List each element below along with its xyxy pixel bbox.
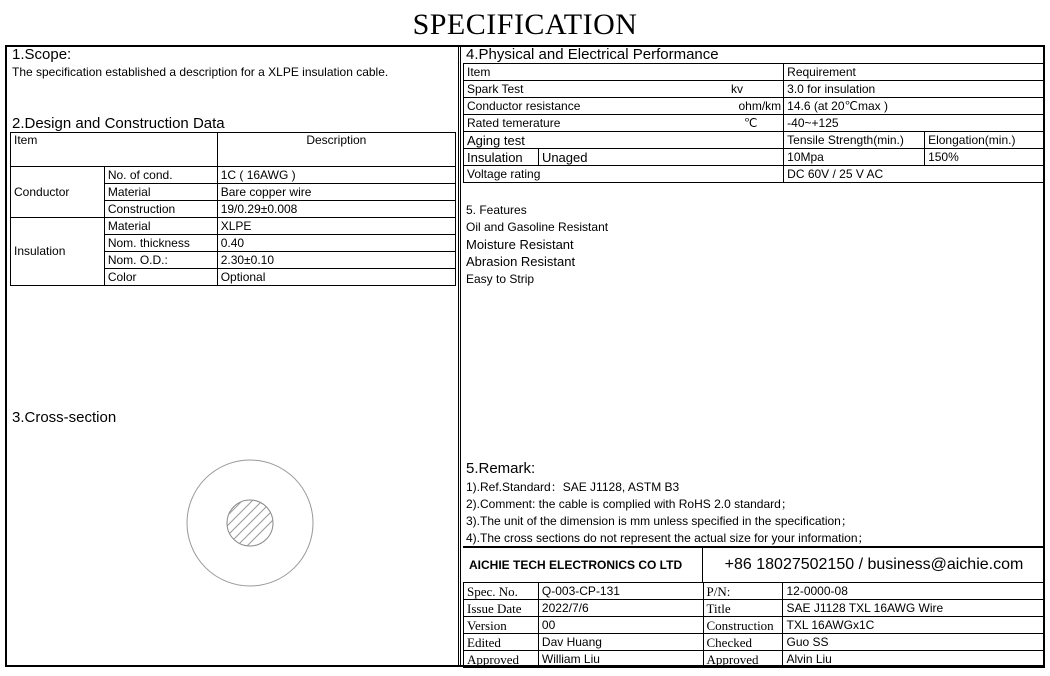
design-col-item: Item	[11, 133, 218, 167]
company-name: AICHIE TECH ELECTRONICS CO LTD	[463, 548, 703, 582]
voltage-label: Voltage rating	[464, 166, 784, 183]
resistance-requirement: 14.6 (at 20℃max )	[784, 98, 1045, 115]
design-row-label: Construction	[104, 201, 217, 218]
part-number-label: P/N:	[703, 583, 783, 600]
design-row-label: Color	[104, 269, 217, 286]
resistance-label: Conductor resistance	[467, 98, 581, 113]
company-row	[463, 548, 1045, 583]
temperature-requirement: -40~+125	[784, 115, 1045, 132]
approved-label: Approved	[464, 651, 539, 668]
design-row-label: Material	[104, 184, 217, 201]
issue-date-label: Issue Date	[464, 600, 539, 617]
conductor-group: Conductor	[11, 167, 105, 218]
part-number-value: 12-0000-08	[783, 583, 1045, 600]
aging-label: Aging test	[464, 132, 784, 149]
spec-no-value: Q-003-CP-131	[538, 583, 703, 600]
edited-label: Edited	[464, 634, 539, 651]
edited-value: Dav Huang	[538, 634, 703, 651]
column-divider	[458, 45, 461, 667]
issue-date-value: 2022/7/6	[538, 600, 703, 617]
design-row-label: Nom. O.D.:	[104, 252, 217, 269]
scope-text: The specification established a description for a XLPE insulation cable.	[12, 65, 389, 79]
checked-value: Guo SS	[783, 634, 1045, 651]
feature-item: Easy to Strip	[466, 272, 535, 286]
title-label: Title	[703, 600, 783, 617]
cross-section-heading: 3.Cross-section	[12, 409, 117, 426]
design-row-label: Material	[104, 218, 217, 235]
design-row-label: Nom. thickness	[104, 235, 217, 252]
design-row-label: No. of cond.	[104, 167, 217, 184]
title-value: SAE J1128 TXL 16AWG Wire	[783, 600, 1045, 617]
perf-col-item: Item	[464, 64, 784, 81]
design-table	[10, 132, 456, 286]
remark-item: 3).The unit of the dimension is mm unless specified in the specification；	[466, 514, 853, 528]
performance-heading: 4.Physical and Electrical Performance	[466, 46, 719, 63]
insulation-group: Insulation	[11, 218, 105, 286]
approved-label-2: Approved	[703, 651, 783, 668]
company-contact: +86 18027502150 / business@aichie.com	[724, 556, 1024, 573]
version-value: 00	[538, 617, 703, 634]
scope-heading: 1.Scope:	[12, 46, 72, 63]
construction-value: TXL 16AWGx1C	[783, 617, 1045, 634]
design-row-value: 1C ( 16AWG )	[217, 167, 455, 184]
spark-unit: kv	[731, 81, 743, 96]
design-col-description: Description	[217, 133, 455, 167]
title-block-table	[463, 582, 1045, 668]
remark-item: 4).The cross sections do not represent the actual size for your information；	[466, 531, 870, 545]
feature-item: Abrasion Resistant	[466, 254, 576, 269]
remark-item: 1).Ref.Standard：SAE J1128, ASTM B3	[466, 480, 680, 494]
voltage-requirement: DC 60V / 25 V AC	[784, 166, 1045, 183]
resistance-unit: ohm/km	[738, 98, 782, 113]
design-row-value: Bare copper wire	[217, 184, 455, 201]
feature-item: Moisture Resistant	[466, 237, 574, 252]
feature-item: Oil and Gasoline Resistant	[466, 220, 609, 234]
spec-no-label: Spec. No.	[464, 583, 539, 600]
temperature-label: Rated temerature	[467, 115, 561, 130]
design-heading: 2.Design and Construction Data	[12, 115, 225, 132]
remark-heading: 5.Remark:	[466, 460, 536, 477]
approved-value-2: Alvin Liu	[783, 651, 1045, 668]
cross-section-diagram	[185, 458, 315, 588]
spark-label: Spark Test	[467, 81, 524, 96]
conductor-hatch	[215, 488, 280, 553]
perf-col-requirement: Requirement	[784, 64, 1045, 81]
tensile-value: 10Mpa	[784, 149, 925, 166]
design-row-value: 0.40	[217, 235, 455, 252]
performance-table	[463, 63, 1045, 183]
design-row-value: 19/0.29±0.008	[217, 201, 455, 218]
elongation-value: 150%	[925, 149, 1045, 166]
insulation-state: Unaged	[538, 149, 783, 166]
checked-label: Checked	[703, 634, 783, 651]
construction-label: Construction	[703, 617, 783, 634]
elongation-header: Elongation(min.)	[925, 132, 1045, 149]
version-label: Version	[464, 617, 539, 634]
remark-item: 2).Comment: the cable is complied with RoHS 2.0 standard；	[466, 497, 793, 511]
design-row-value: XLPE	[217, 218, 455, 235]
design-row-value: 2.30±0.10	[217, 252, 455, 269]
insulation-label: Insulation	[464, 149, 539, 166]
features-heading: 5. Features	[466, 203, 527, 217]
page-title: SPECIFICATION	[412, 8, 638, 41]
temperature-unit: ℃	[744, 115, 758, 130]
approved-value: William Liu	[538, 651, 703, 668]
spark-requirement: 3.0 for insulation	[784, 81, 1045, 98]
tensile-header: Tensile Strength(min.)	[784, 132, 925, 149]
design-row-value: Optional	[217, 269, 455, 286]
